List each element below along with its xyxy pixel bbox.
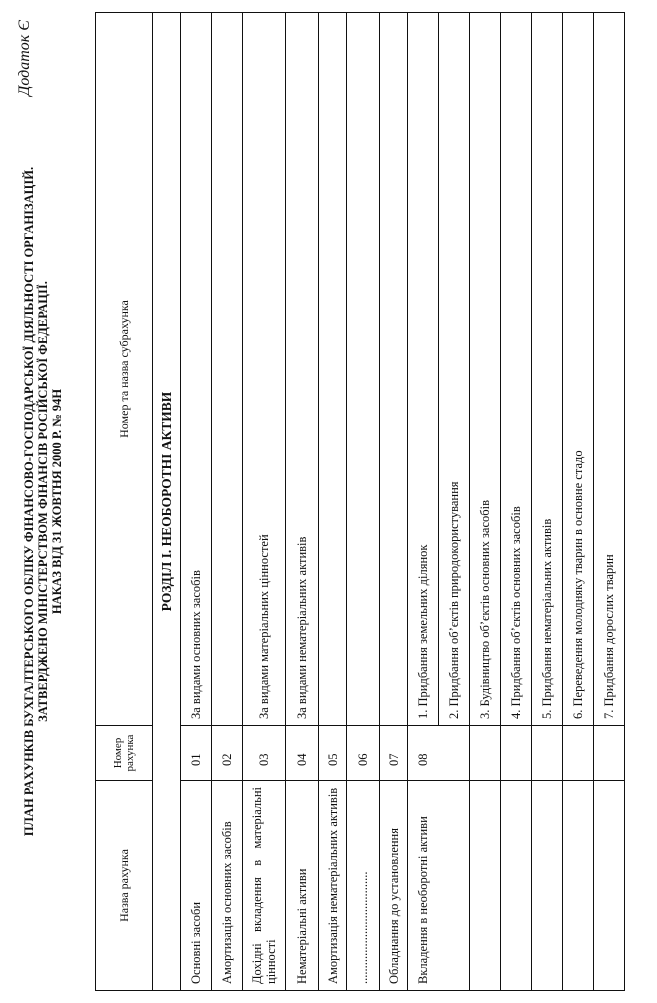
account-number: 07 bbox=[380, 726, 408, 781]
account-number: 04 bbox=[286, 726, 319, 781]
account-name: Дохідні вкладення в матеріальні цінності bbox=[243, 781, 286, 991]
document-header bbox=[22, 10, 64, 993]
account-name: Нематеріальні активи bbox=[286, 781, 319, 991]
account-name: Обладнання до установлення bbox=[380, 781, 408, 991]
table-row bbox=[563, 13, 594, 991]
table-row bbox=[501, 13, 532, 991]
section-title: РОЗДІЛ І. НЕОБОРОТНІ АКТИВИ bbox=[153, 13, 181, 991]
empty-cell bbox=[470, 726, 501, 781]
column-header-number: Номер рахунка bbox=[96, 726, 153, 781]
table-row bbox=[347, 13, 380, 991]
subaccount: 5. Придбання нематеріальних активів bbox=[532, 13, 563, 726]
account-number: 01 bbox=[181, 726, 212, 781]
table-row bbox=[181, 13, 212, 991]
account-number: 03 bbox=[243, 726, 286, 781]
subaccount bbox=[347, 13, 380, 726]
empty-cell bbox=[594, 781, 625, 991]
empty-cell bbox=[501, 781, 532, 991]
subaccount: 4. Придбання об’єктів основних засобів bbox=[501, 13, 532, 726]
table-header-row bbox=[96, 13, 153, 991]
table-row bbox=[470, 13, 501, 991]
table-row bbox=[243, 13, 286, 991]
empty-cell bbox=[563, 781, 594, 991]
appendix-label: Додаток Є bbox=[16, 20, 33, 96]
table-row bbox=[380, 13, 408, 991]
empty-cell bbox=[532, 781, 563, 991]
empty-cell bbox=[501, 726, 532, 781]
account-number: 02 bbox=[212, 726, 243, 781]
account-name: Амортизація нематеріальних активів bbox=[319, 781, 347, 991]
table-row bbox=[212, 13, 243, 991]
table-row bbox=[408, 13, 439, 991]
table-row bbox=[286, 13, 319, 991]
table-row bbox=[532, 13, 563, 991]
column-header-name: Назва рахунка bbox=[96, 781, 153, 991]
subaccount: За видами основних засобів bbox=[181, 13, 212, 726]
account-name: Амортизація основних засобів bbox=[212, 781, 243, 991]
subaccount bbox=[319, 13, 347, 726]
empty-cell bbox=[470, 781, 501, 991]
account-number: 08 bbox=[408, 726, 470, 781]
account-name: .................................... bbox=[347, 781, 380, 991]
account-name: Основні засоби bbox=[181, 781, 212, 991]
subaccount: 3. Будівництво об’єктів основних засобів bbox=[470, 13, 501, 726]
empty-cell bbox=[594, 726, 625, 781]
header-line-3: НАКАЗ ВІД 31 ЖОВТНЯ 2000 Р. № 94Н bbox=[50, 388, 64, 615]
column-header-subaccount: Номер та назва субрахунка bbox=[96, 13, 153, 726]
account-number: 05 bbox=[319, 726, 347, 781]
subaccount: 6. Переведення молодняку тварин в основне стадо bbox=[563, 13, 594, 726]
empty-cell bbox=[563, 726, 594, 781]
table-row bbox=[319, 13, 347, 991]
subaccount: За видами нематеріальних активів bbox=[286, 13, 319, 726]
account-name: Вкладення в необоротні активи bbox=[408, 781, 470, 991]
header-line-2: ЗАТВЕРДЖЕНО МІНІСТЕРСТВОМ ФІНАНСІВ РОСІЙСЬКОЇ ФЕДЕРАЦІЇ. bbox=[36, 281, 50, 722]
section-row bbox=[153, 13, 181, 991]
subaccount: За видами матеріальних цінностей bbox=[243, 13, 286, 726]
chart-of-accounts-table bbox=[95, 12, 625, 991]
account-number: 06 bbox=[347, 726, 380, 781]
empty-cell bbox=[532, 726, 563, 781]
subaccount bbox=[212, 13, 243, 726]
header-line-1: ПЛАН РАХУНКІВ БУХГАЛТЕРСЬКОГО ОБЛІКУ ФІНАНСОВО-ГОСПОДАРСЬКОЇ ДІЯЛЬНОСТІ ОРГАНІЗАЦІЙ. bbox=[22, 166, 36, 837]
subaccount: 2. Придбання об’єктів природокористування bbox=[439, 13, 470, 726]
subaccount: 7. Придбання дорослих тварин bbox=[594, 13, 625, 726]
subaccount: 1. Придбання земельних ділянок bbox=[408, 13, 439, 726]
subaccount bbox=[380, 13, 408, 726]
table-row bbox=[594, 13, 625, 991]
